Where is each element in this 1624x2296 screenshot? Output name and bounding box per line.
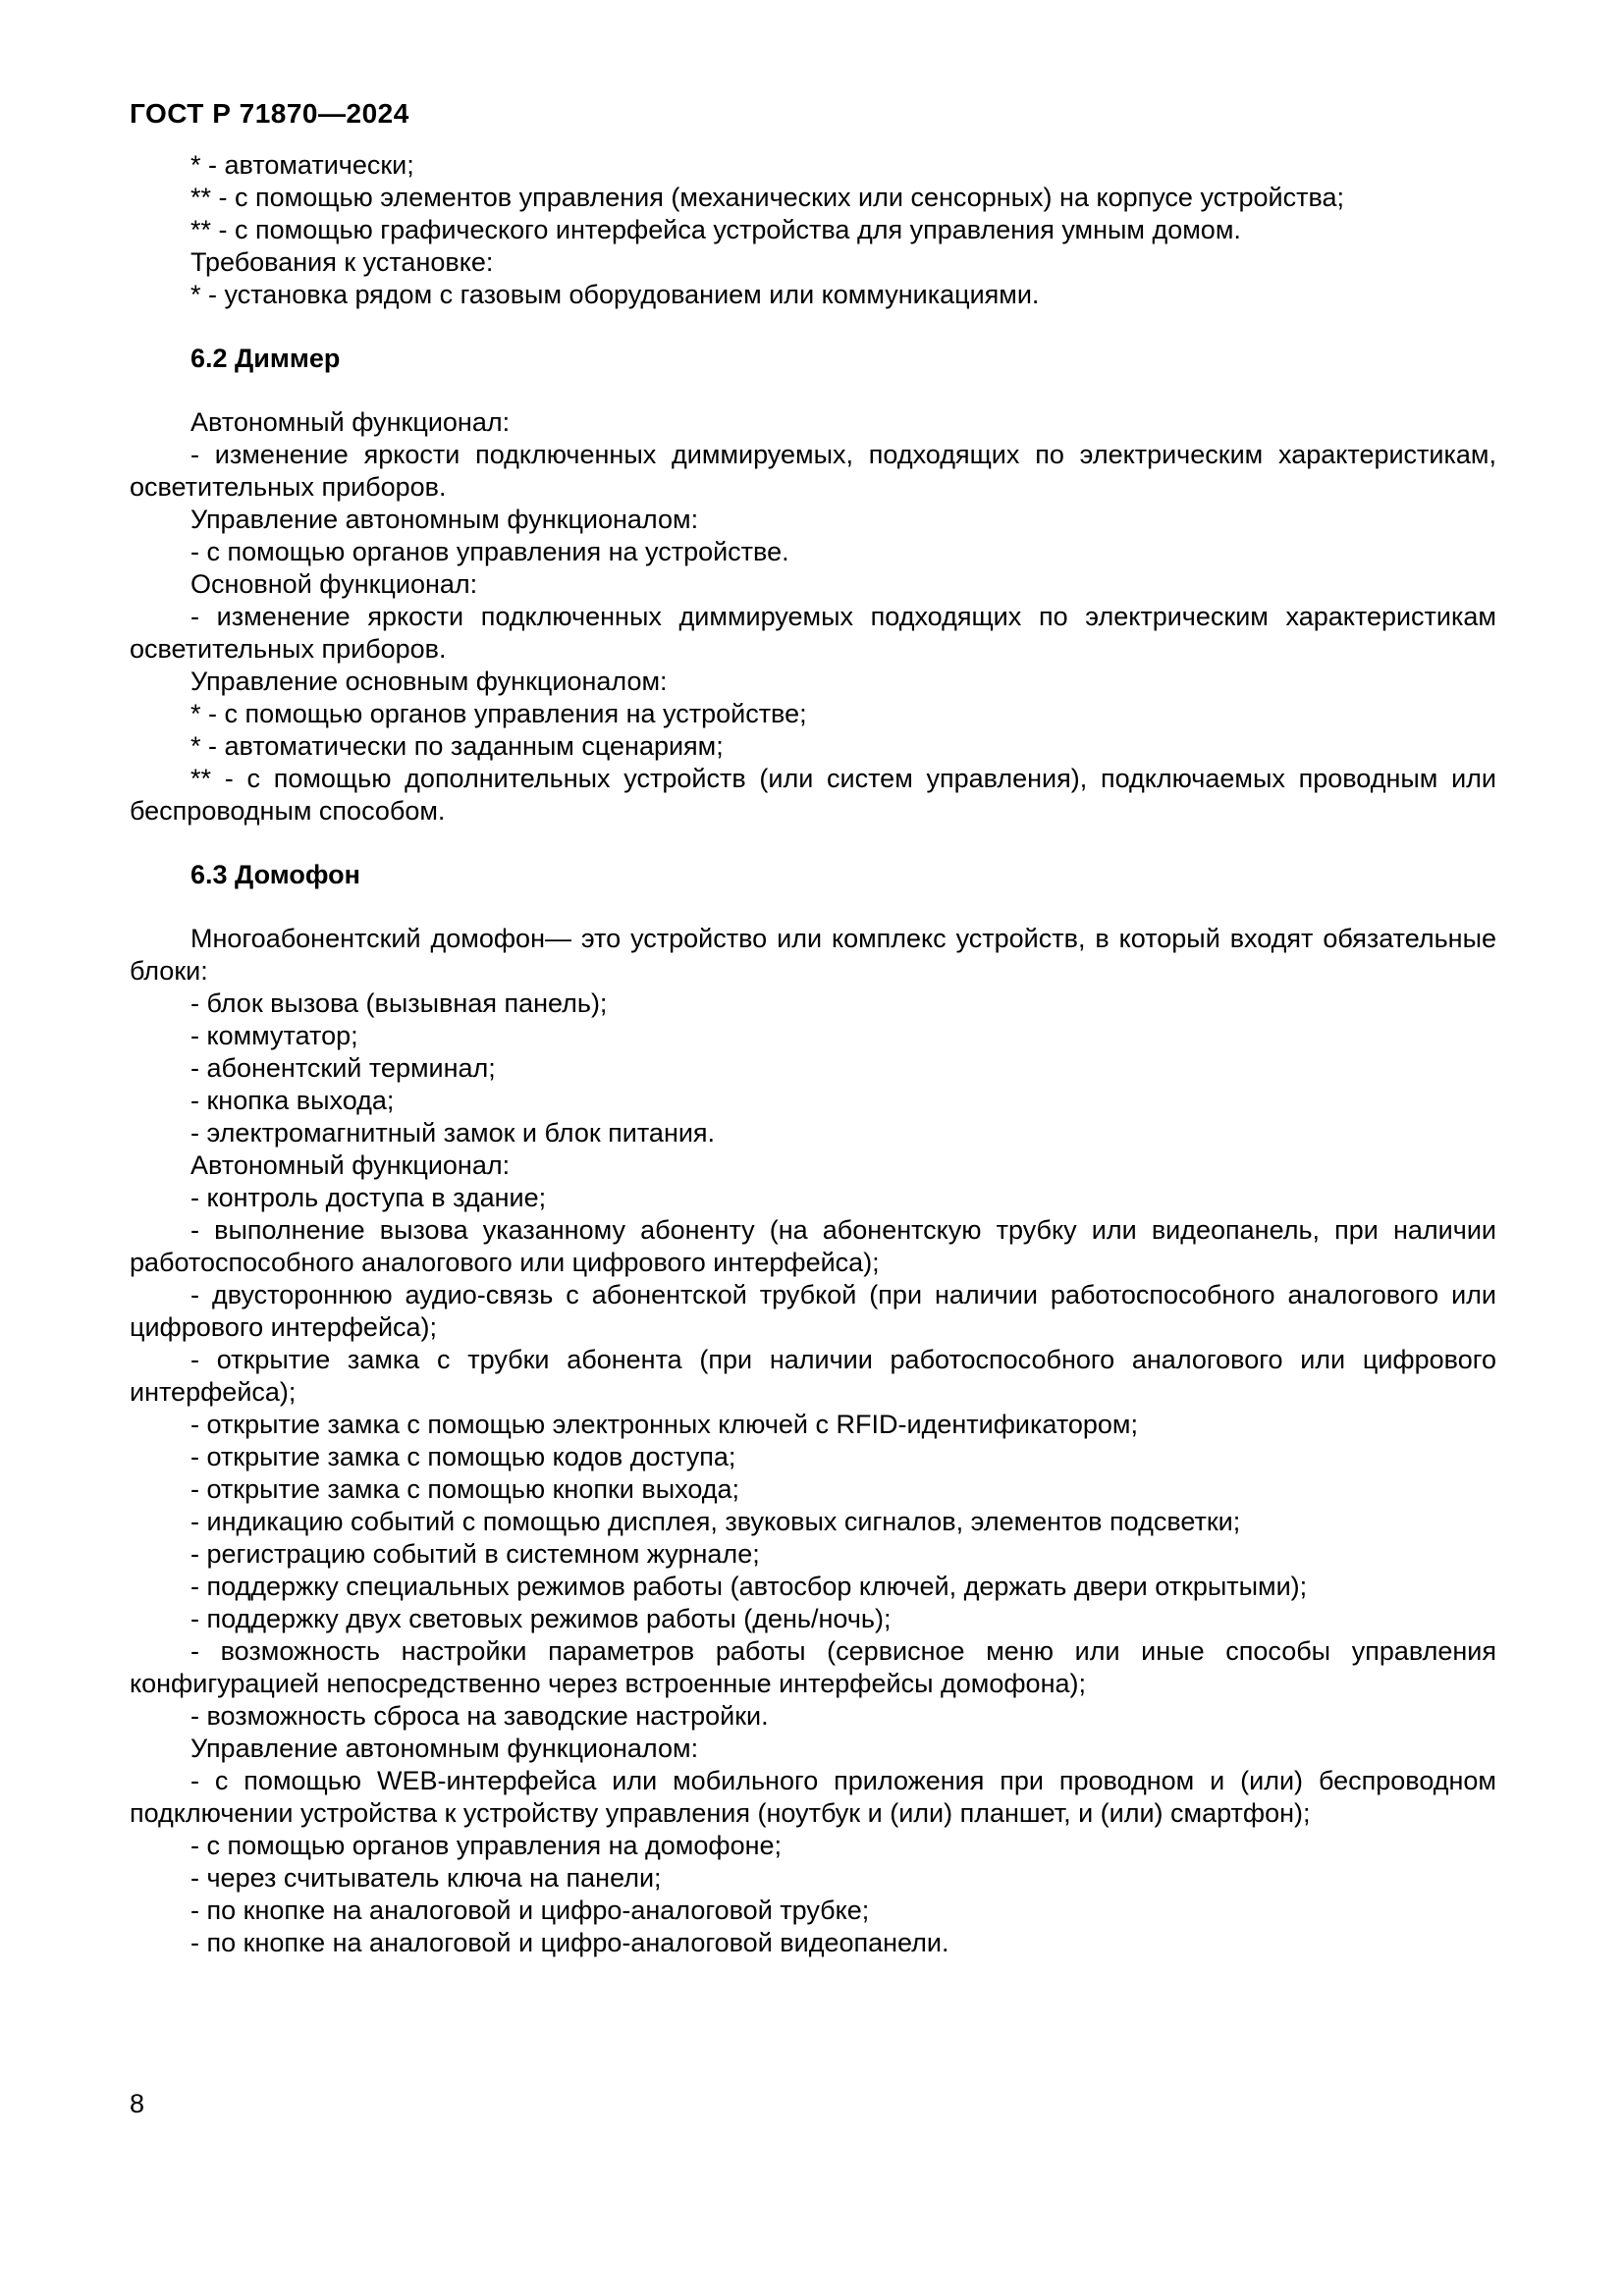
paragraph: - блок вызова (вызывная панель); [190, 988, 608, 1018]
paragraph: - электромагнитный замок и блок питания. [190, 1118, 716, 1148]
document-header-title: ГОСТ Р 71870—2024 [130, 98, 409, 129]
paragraph: - открытие замка с помощью кодов доступа; [190, 1442, 736, 1471]
paragraph: Управление автономным функционалом: [190, 1734, 699, 1763]
paragraph: ** - с помощью дополнительных устройств (или систем управления), подключаемых проводным или беспроводным способом. [130, 764, 1496, 826]
paragraph: - контроль доступа в здание; [190, 1183, 547, 1212]
paragraph: Многоабонентский домофон— это устройство или комплекс устройств, в который входят обязательные блоки: [130, 924, 1496, 986]
paragraph: - двустороннюю аудио-связь с абонентской трубкой (при наличии работоспособного аналогового или цифрового интерфейса); [130, 1280, 1496, 1342]
section-heading: 6.2 Диммер [190, 344, 341, 373]
paragraph: * - установка рядом с газовым оборудованием или коммуникациями. [190, 280, 1040, 309]
paragraph: - через считыватель ключа на панели; [190, 1863, 662, 1893]
paragraph: * - автоматически; [190, 150, 414, 180]
paragraph: Автономный функционал: [190, 1150, 511, 1180]
paragraph: - поддержку двух световых режимов работы (день/ночь); [190, 1604, 892, 1633]
paragraph: ** - с помощью графического интерфейса устройства для управления умным домом. [190, 215, 1241, 244]
paragraph: - изменение яркости подключенных диммируемых подходящих по электрическим характеристикам осветительных приборов. [130, 602, 1496, 664]
paragraph: - изменение яркости подключенных диммируемых, подходящих по электрическим характеристикам, осветительных приборов. [130, 440, 1496, 502]
paragraph: Требования к установке: [190, 247, 494, 277]
paragraph: Основной функционал: [190, 569, 478, 599]
paragraph: * - с помощью органов управления на устройстве; [190, 699, 807, 728]
paragraph: - с помощью органов управления на устройстве. [190, 537, 789, 566]
paragraph: - поддержку специальных режимов работы (автосбор ключей, держать двери открытыми); [190, 1572, 1308, 1601]
paragraph: - возможность сброса на заводские настройки. [190, 1701, 769, 1731]
paragraph: - открытие замка с помощью кнопки выхода; [190, 1474, 740, 1504]
paragraph: - возможность настройки параметров работы (сервисное меню или иные способы управления конфигурацией непосредственно через встроенные интерфейсы домофона); [130, 1636, 1496, 1698]
section-heading: 6.3 Домофон [190, 860, 360, 889]
paragraph: - открытие замка с трубки абонента (при наличии работоспособного аналогового или цифрового интерфейса); [130, 1345, 1496, 1407]
paragraph: - абонентский терминал; [190, 1053, 496, 1083]
paragraph: - по кнопке на аналоговой и цифро-аналоговой трубке; [190, 1896, 870, 1925]
paragraph: - регистрацию событий в системном журнале; [190, 1539, 760, 1569]
paragraph: * - автоматически по заданным сценариям; [190, 731, 724, 761]
paragraph: Автономный функционал: [190, 407, 511, 437]
paragraph: - индикацию событий с помощью дисплея, звуковых сигналов, элементов подсветки; [190, 1507, 1241, 1536]
paragraph: Управление автономным функционалом: [190, 505, 699, 534]
document-body [130, 149, 1496, 1959]
paragraph: - с помощью WEB-интерфейса или мобильного приложения при проводном и (или) беспроводном подключении устройства к устройству управления (ноутбук и (или) планшет, и (или) смартфон); [130, 1766, 1496, 1828]
paragraph: - кнопка выхода; [190, 1086, 395, 1115]
paragraph: - с помощью органов управления на домофоне; [190, 1831, 783, 1860]
paragraph: ** - с помощью элементов управления (механических или сенсорных) на корпусе устройства; [190, 183, 1345, 212]
paragraph: - по кнопке на аналоговой и цифро-аналоговой видеопанели. [190, 1928, 949, 1957]
page-number: 8 [130, 2089, 145, 2118]
paragraph: - коммутатор; [190, 1021, 358, 1050]
paragraph: - открытие замка с помощью электронных ключей с RFID-идентификатором; [190, 1410, 1138, 1439]
paragraph: Управление основным функционалом: [190, 667, 668, 696]
paragraph: - выполнение вызова указанному абоненту (на абонентскую трубку или видеопанель, при наличии работоспособного аналогового или цифрового интерфейса); [130, 1215, 1496, 1277]
